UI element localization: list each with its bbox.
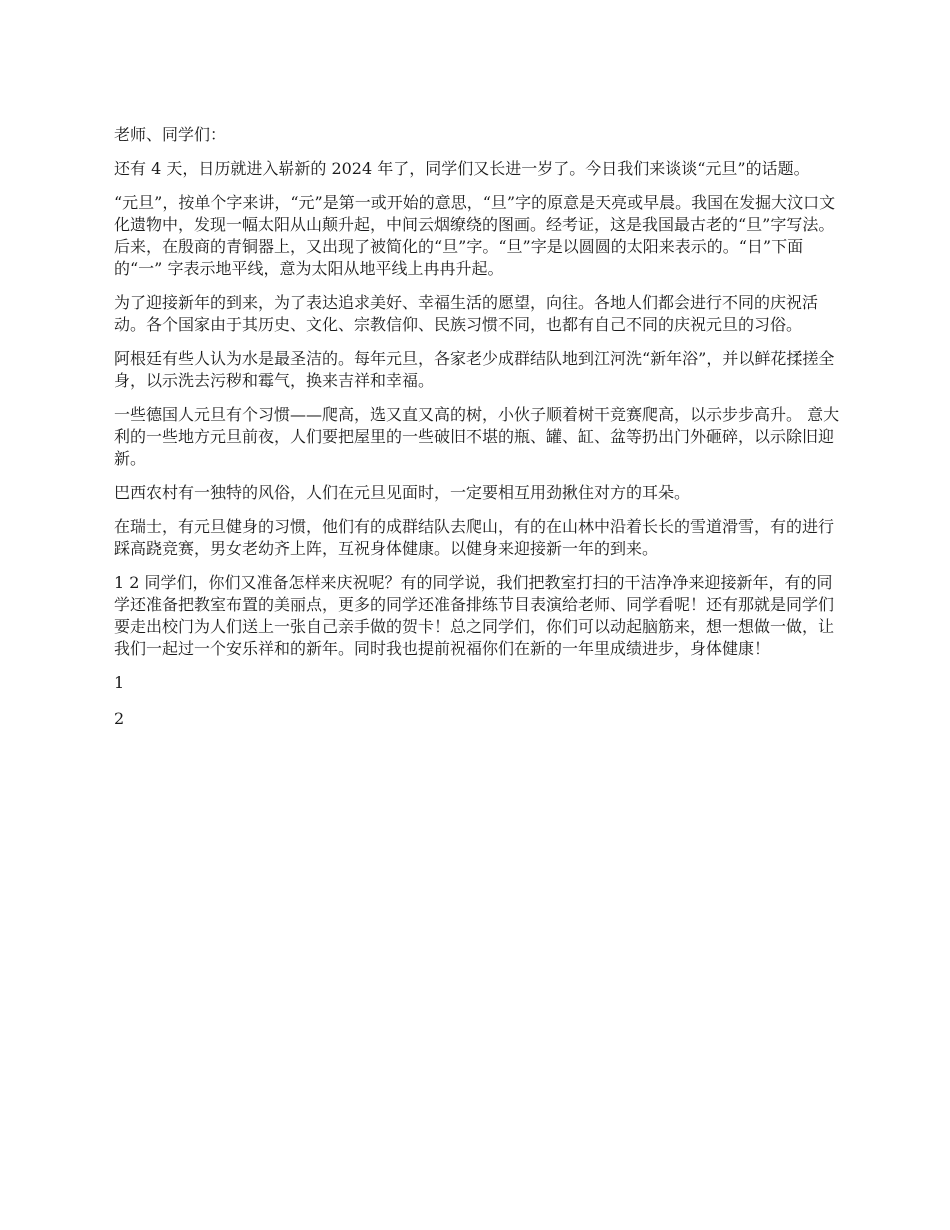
paragraph-switzerland: 在瑞士，有元旦健身的习惯，他们有的成群结队去爬山，有的在山林中沿着长长的雪道滑雪，有的进行踩高跷竞赛，男女老幼齐上阵，互祝身体健康。以健身来迎接新一年的到来。 (114, 517, 835, 558)
page-marker-2: 2 (114, 709, 125, 728)
paragraph-celebrations: 为了迎接新年的到来，为了表达追求美好、幸福生活的愿望，向往。各地人们都会进行不同的庆祝活动。各个国家由于其历史、文化、宗教信仰、民族习惯不同，也都有自己不同的庆祝元旦的习俗。 (114, 293, 819, 334)
salutation: 老师、同学们： (114, 125, 227, 144)
paragraph-germany-italy: 一些德国人元旦有个习惯——爬高，选又直又高的树，小伙子顺着树干竞赛爬高，以示步步高升。 意大利的一些地方元旦前夜，人们要把屋里的一些破旧不堪的瓶、罐、缸、盆等扔出门外砸碎，以示除旧迎新。 (114, 405, 840, 468)
document-body (114, 124, 842, 742)
paragraph-students: 1 2 同学们，你们又准备怎样来庆祝呢？有的同学说，我们把教室打扫的干洁净净来迎接新年，有的同学还准备把教室布置的美丽点，更多的同学还准备排练节目表演给老师、同学看呢！还有那就是同学们要走出校门为人们送上一张自己亲手做的贺卡！总之同学们，你们可以动起脑筋来，想一想做一做，让我们一起过一个安乐祥和的新年。同时我也提前祝福你们在新的一年里成绩进步，身体健康！ (114, 573, 835, 658)
page-marker-1: 1 (114, 673, 125, 692)
paragraph-yuandan-meaning: “元旦”，按单个字来讲，“元”是第一或开始的意思，“旦”字的原意是天亮或早晨。我国在发掘大汶口文化遗物中，发现一幅太阳从山颠升起，中间云烟缭绕的图画。经考证，这是我国最古老的“旦”字写法。后来，在殷商的青铜器上，又出现了被简化的“旦”字。“旦”字是以圆圆的太阳来表示的。“日”下面的“一” 字表示地平线，意为太阳从地平线上冉冉升起。 (114, 193, 836, 278)
paragraph-argentina: 阿根廷有些人认为水是最圣洁的。每年元旦，各家老少成群结队地到江河洗“新年浴”，并以鲜花揉搓全身，以示洗去污秽和霉气，换来吉祥和幸福。 (114, 349, 835, 390)
paragraph-brazil: 巴西农村有一独特的风俗，人们在元旦见面时，一定要相互用劲揪住对方的耳朵。 (114, 483, 691, 502)
paragraph-intro: 还有 4 天，日历就进入崭新的 2024 年了，同学们又长进一岁了。今日我们来谈谈“元旦”的话题。 (114, 159, 810, 178)
